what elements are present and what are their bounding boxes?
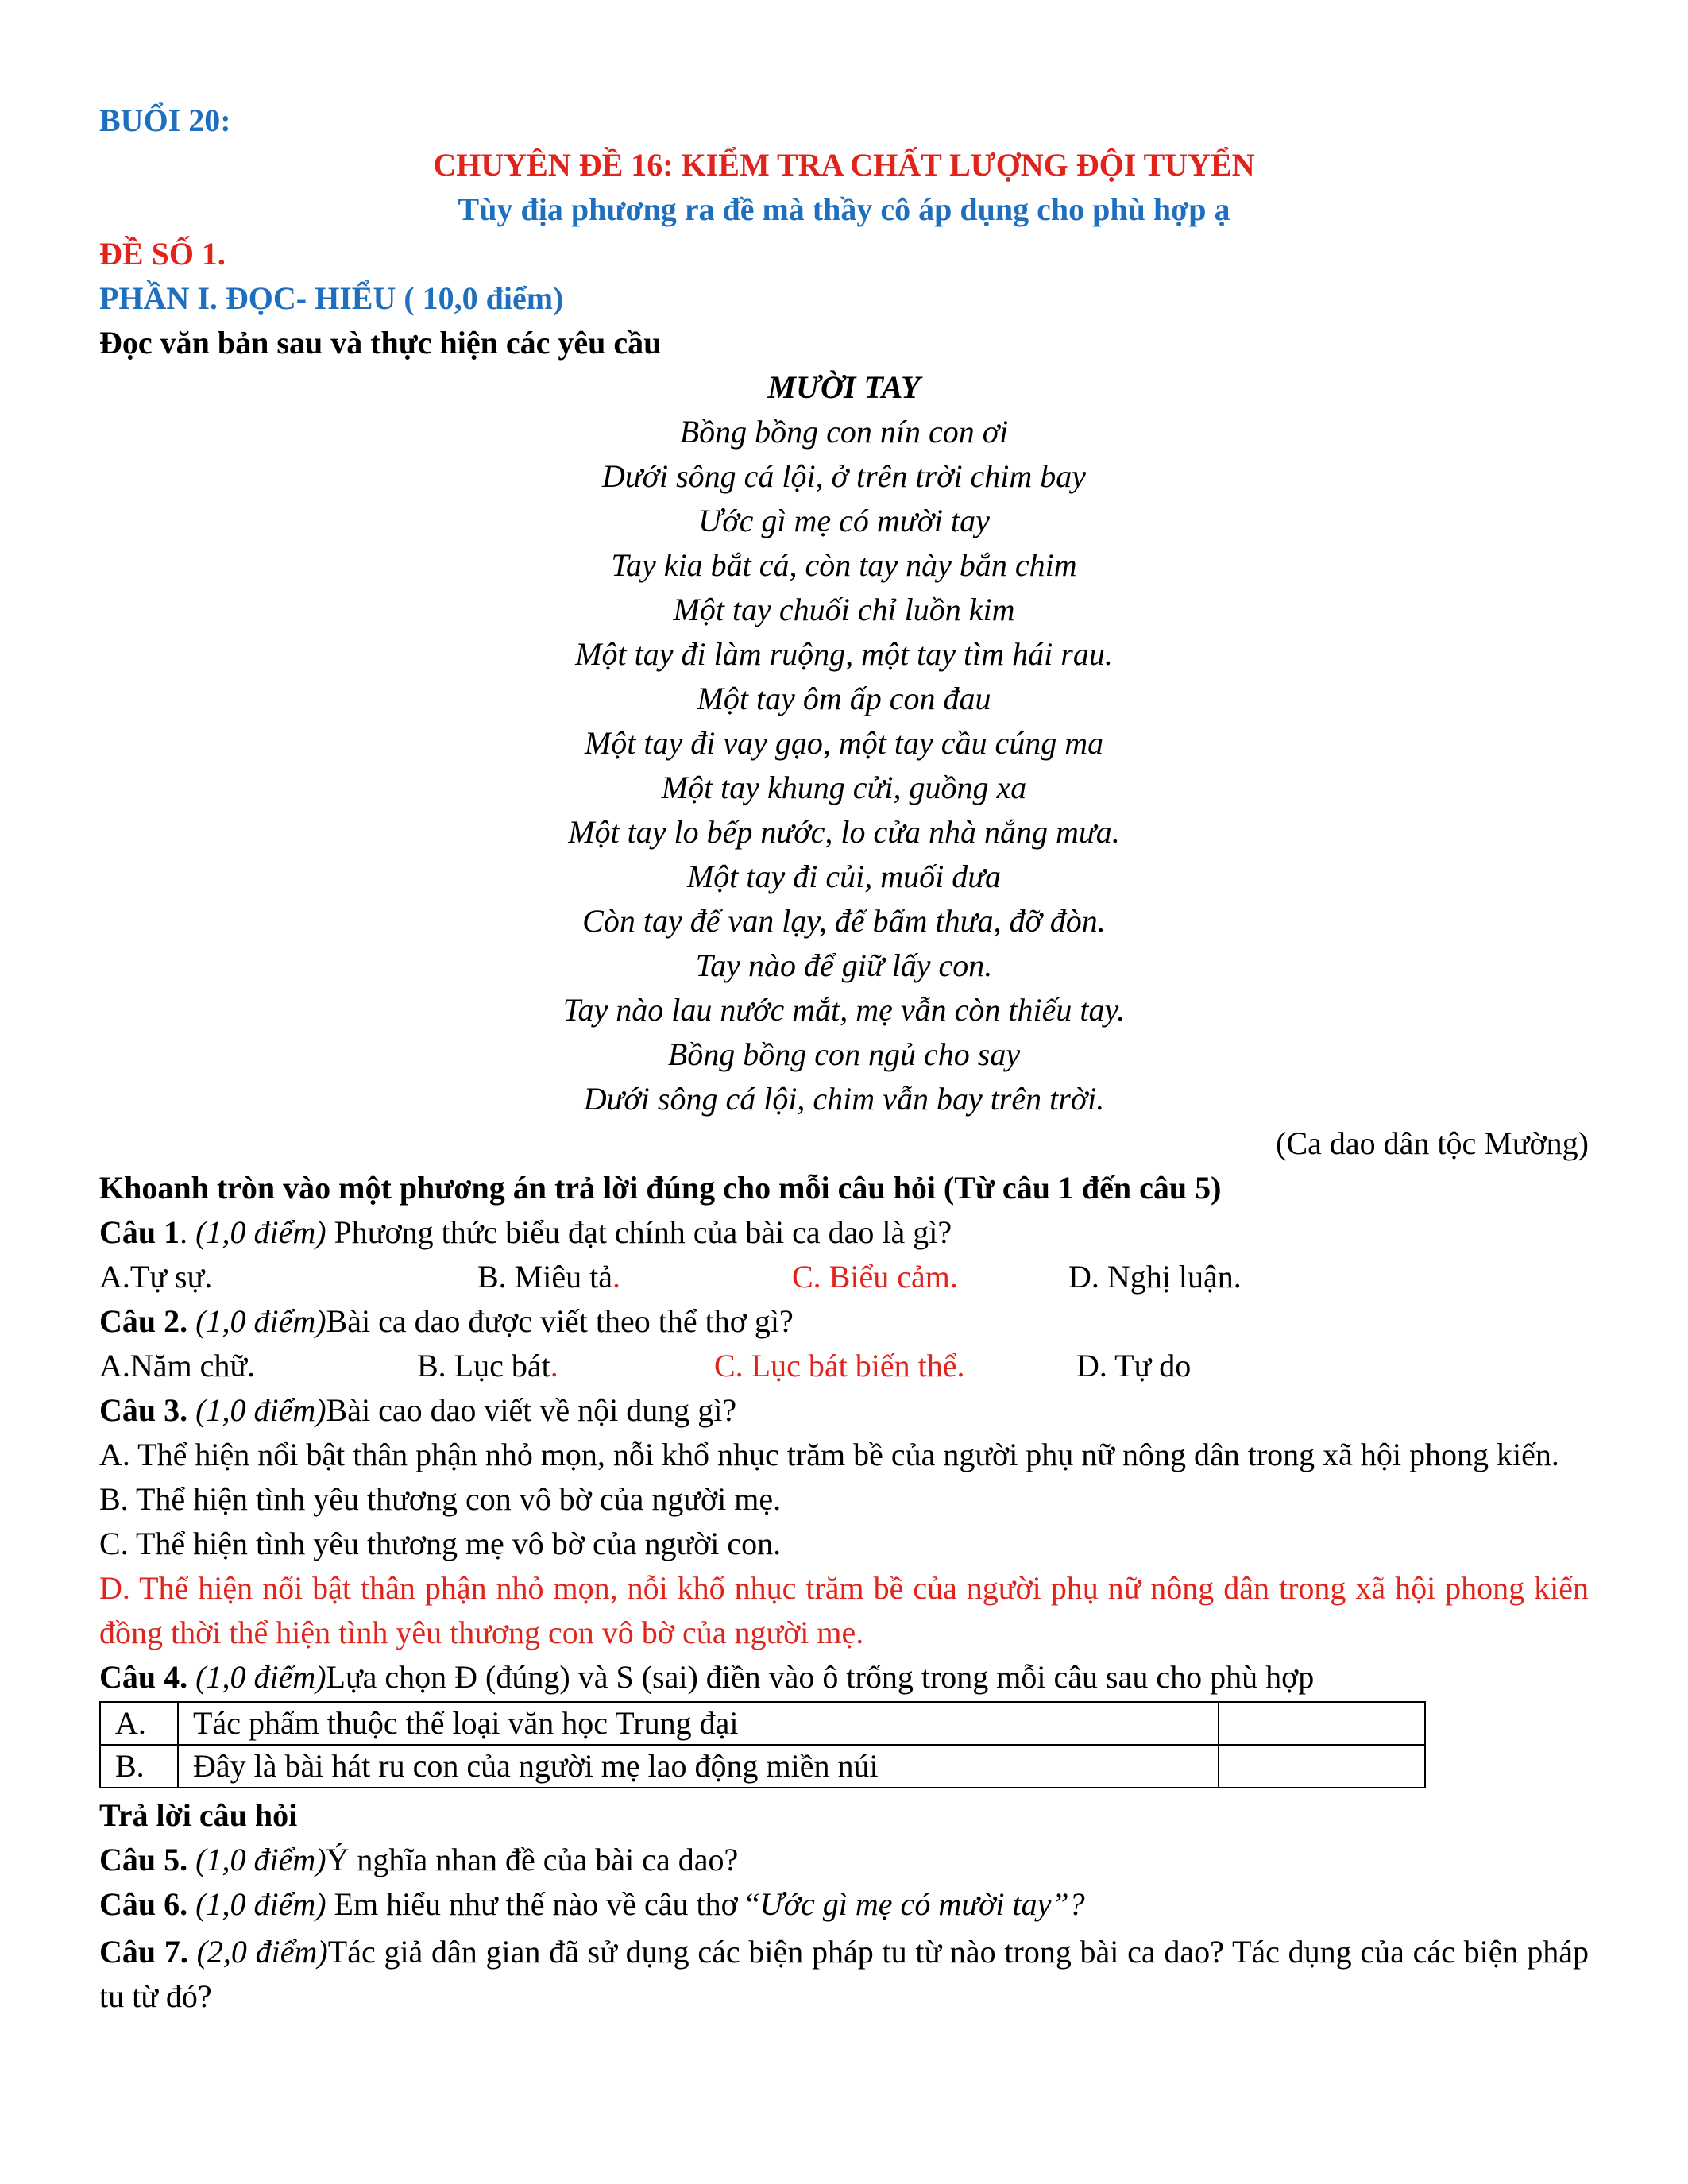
question-6-text: Em hiểu như thế nào về câu thơ “ <box>326 1886 760 1922</box>
question-4-text: Lựa chọn Đ (đúng) và S (sai) điền vào ô trống trong mỗi câu sau cho phù hợp <box>326 1659 1315 1695</box>
poem-line: Một tay lo bếp nước, lo cửa nhà nắng mưa. <box>568 814 1120 850</box>
q2-option-b <box>417 1344 714 1388</box>
question-7-label: Câu 7. <box>99 1934 188 1970</box>
poem-line: Dưới sông cá lội, ở trên trời chim bay <box>601 458 1087 494</box>
poem-line: Một tay đi củi, muối dưa <box>686 859 1002 894</box>
mc-instruction: Khoanh tròn vào một phương án trả lời đúng cho mỗi câu hỏi (Từ câu 1 đến câu 5) <box>99 1170 1222 1206</box>
q2-option-a: A.Năm chữ. <box>99 1348 256 1383</box>
question-7-points: (2,0 điểm) <box>187 1934 328 1970</box>
question-6-quote: Ước gì mẹ có mười tay”? <box>759 1886 1085 1922</box>
q1-option-a: A.Tự sự. <box>99 1259 213 1295</box>
q1-option-b <box>477 1255 792 1299</box>
question-7-text: Tác giả dân gian đã sử dụng các biện pháp tu từ nào trong bài ca dao? Tác dụng của các biện pháp tu từ đó? <box>99 1934 1589 2014</box>
poem-line: Bồng bồng con ngủ cho say <box>667 1036 1021 1072</box>
question-5 <box>99 1838 1589 1882</box>
session-label: BUỔI 20: <box>99 102 231 138</box>
question-4-label: Câu 4. <box>99 1659 188 1695</box>
question-5-text: Ý nghĩa nhan đề của bài ca dao? <box>326 1842 739 1877</box>
row-key: B. <box>100 1745 178 1788</box>
poem-line: Một tay khung cửi, guồng xa <box>661 770 1027 805</box>
question-2-label: Câu 2. <box>99 1303 188 1339</box>
poem-line: Một tay chuối chỉ luồn kim <box>673 592 1015 627</box>
poem-line: Một tay đi vay gạo, một tay cầu cúng ma <box>584 725 1104 761</box>
question-7 <box>99 1930 1589 2019</box>
table-row <box>100 1702 1425 1745</box>
q3-option-c: C. Thể hiện tình yêu thương mẹ vô bờ của người con. <box>99 1526 782 1561</box>
answer-cell[interactable] <box>1219 1745 1425 1788</box>
q2-option-c-answer: C. Lục bát biến thể. <box>714 1348 965 1383</box>
q3-option-b: B. Thể hiện tình yêu thương con vô bờ của người mẹ. <box>99 1481 782 1517</box>
poem-line: Một tay đi làm ruộng, một tay tìm hái rau. <box>575 636 1113 672</box>
question-2-options <box>99 1344 1589 1388</box>
row-key: A. <box>100 1702 178 1745</box>
question-1-points: (1,0 điểm) <box>187 1214 326 1250</box>
poem-line: Bồng bồng con nín con ơi <box>679 414 1009 450</box>
topic-title: CHUYÊN ĐỀ 16: KIỂM TRA CHẤT LƯỢNG ĐỘI TUYỂN <box>433 147 1255 183</box>
answer-cell[interactable] <box>1219 1702 1425 1745</box>
q1-option-d: D. Nghị luận. <box>1068 1259 1242 1295</box>
true-false-table <box>99 1701 1426 1788</box>
q1-option-b-dot: . <box>612 1259 620 1295</box>
reading-instruction: Đọc văn bản sau và thực hiện các yêu cầu <box>99 325 662 361</box>
poem-line: Tay kia bắt cá, còn tay này bắn chim <box>611 547 1077 583</box>
q2-option-d: D. Tự do <box>1076 1348 1192 1383</box>
question-1-dot: . <box>180 1214 188 1250</box>
question-2-points: (1,0 điểm) <box>187 1303 326 1339</box>
poem-line: Dưới sông cá lội, chim vẫn bay trên trời. <box>583 1081 1105 1117</box>
question-5-label: Câu 5. <box>99 1842 188 1877</box>
question-1-options <box>99 1255 1589 1299</box>
question-6-label: Câu 6. <box>99 1886 188 1922</box>
q1-option-b-text: B. Miêu tả <box>477 1259 612 1295</box>
question-3-points: (1,0 điểm) <box>187 1392 326 1428</box>
poem-title: MƯỜI TAY <box>767 369 921 405</box>
question-2 <box>99 1299 1589 1344</box>
question-3-text: Bài cao dao viết về nội dung gì? <box>326 1392 737 1428</box>
question-5-points: (1,0 điểm) <box>187 1842 326 1877</box>
row-statement: Tác phẩm thuộc thể loại văn học Trung đại <box>178 1702 1219 1745</box>
table-row <box>100 1745 1425 1788</box>
question-2-text: Bài ca dao được viết theo thể thơ gì? <box>326 1303 794 1339</box>
poem-line: Còn tay để van lạy, để bẩm thưa, đỡ đòn. <box>582 903 1106 939</box>
question-3-label: Câu 3. <box>99 1392 188 1428</box>
question-6-points: (1,0 điểm) <box>187 1886 326 1922</box>
poem-line: Tay nào lau nước mắt, mẹ vẫn còn thiếu tay. <box>562 992 1126 1028</box>
q2-option-b-dot: . <box>550 1348 558 1383</box>
question-3 <box>99 1388 1589 1433</box>
document-page <box>99 98 1589 2019</box>
part-heading: PHẦN I. ĐỌC- HIỂU ( 10,0 điểm) <box>99 280 564 316</box>
exam-number: ĐỀ SỐ 1. <box>99 236 226 272</box>
teacher-note: Tùy địa phương ra đề mà thầy cô áp dụng cho phù hợp ạ <box>458 191 1230 227</box>
question-1-label: Câu 1 <box>99 1214 180 1250</box>
question-4 <box>99 1655 1589 1700</box>
q3-option-a: A. Thể hiện nổi bật thân phận nhỏ mọn, nỗi khổ nhục trăm bề của người phụ nữ nông dân trong xã hội phong kiến. <box>99 1437 1559 1472</box>
answer-heading: Trả lời câu hỏi <box>99 1797 298 1833</box>
q1-option-c-answer: C. Biểu cảm. <box>792 1259 958 1295</box>
poem-line: Ước gì mẹ có mười tay <box>698 503 990 538</box>
question-6 <box>99 1882 1589 1927</box>
poem-line: Một tay ôm ấp con đau <box>697 681 991 716</box>
q3-option-d-answer: D. Thể hiện nổi bật thân phận nhỏ mọn, nỗi khổ nhục trăm bề của người phụ nữ nông dân trong xã hội phong kiến đồng thời thể hiện tình yêu thương con vô bờ của người mẹ. <box>99 1570 1589 1650</box>
question-1-text: Phương thức biểu đạt chính của bài ca dao là gì? <box>326 1214 952 1250</box>
row-statement: Đây là bài hát ru con của người mẹ lao động miền núi <box>178 1745 1219 1788</box>
question-4-points: (1,0 điểm) <box>187 1659 326 1695</box>
q2-option-b-text: B. Lục bát <box>417 1348 550 1383</box>
question-1 <box>99 1210 1589 1255</box>
poem-source: (Ca dao dân tộc Mường) <box>1276 1125 1589 1161</box>
poem-line: Tay nào để giữ lấy con. <box>695 947 993 983</box>
poem <box>99 365 1589 1121</box>
